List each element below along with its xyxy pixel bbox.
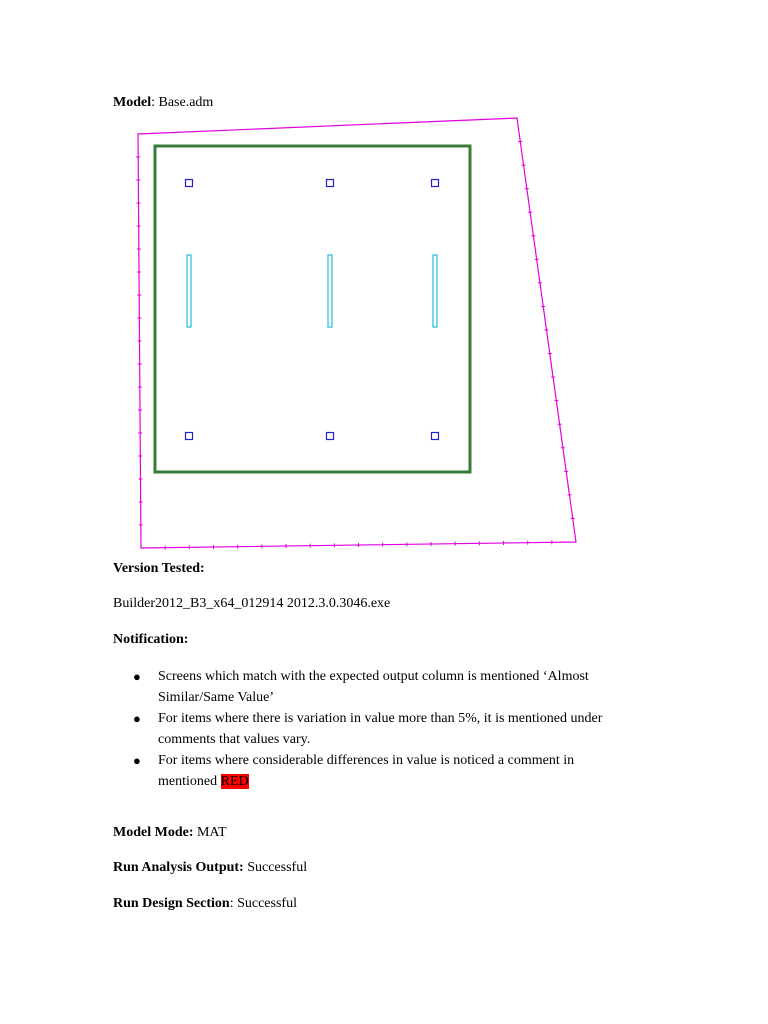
node-marker: [327, 433, 334, 440]
node-marker: [186, 433, 193, 440]
notification-list: [113, 666, 633, 792]
node-marker: [432, 433, 439, 440]
wall-element: [328, 255, 332, 327]
slab-boundary: [138, 118, 576, 548]
version-label: Version Tested:: [113, 561, 205, 576]
node-marker: [186, 180, 193, 187]
model-mode-line: [113, 824, 227, 842]
version-value: Builder2012_B3_x64_012914 2012.3.0.3046.exe: [113, 596, 391, 611]
list-item: ● Screens which match with the expected output column is mentioned ‘Almost Similar/Same Value’: [113, 666, 633, 708]
node-marker: [327, 180, 334, 187]
walls: [187, 255, 437, 327]
run-design-label: Run Design Section: [113, 896, 230, 911]
notification-label: Notification:: [113, 632, 189, 647]
run-design-line: [113, 895, 297, 913]
run-design-value: : Successful: [229, 896, 297, 911]
run-analysis-value: Successful: [243, 860, 308, 875]
model-mode-value: MAT: [193, 825, 227, 840]
run-analysis-label: Run Analysis Output:: [113, 860, 244, 875]
red-highlight: RED: [220, 774, 249, 789]
bullet-icon: ●: [133, 753, 141, 768]
wall-element: [433, 255, 437, 327]
model-label: Model: [113, 95, 152, 110]
model-value: : Base.adm: [151, 95, 214, 110]
bullet-icon: ●: [133, 669, 141, 684]
run-analysis-line: [113, 859, 307, 877]
wall-element: [187, 255, 191, 327]
model-mode-label: Model Mode:: [113, 825, 194, 840]
bullet-icon: ●: [133, 711, 141, 726]
node-marker: [432, 180, 439, 187]
boundary-ticks: [136, 142, 575, 550]
list-item: ● For items where considerable differences in value is noticed a comment in mentioned RED: [113, 750, 633, 792]
list-item: ● For items where there is variation in value more than 5%, it is mentioned under comments that values vary.: [113, 708, 633, 750]
panel-outline: [155, 146, 470, 472]
nodes: [186, 180, 439, 440]
